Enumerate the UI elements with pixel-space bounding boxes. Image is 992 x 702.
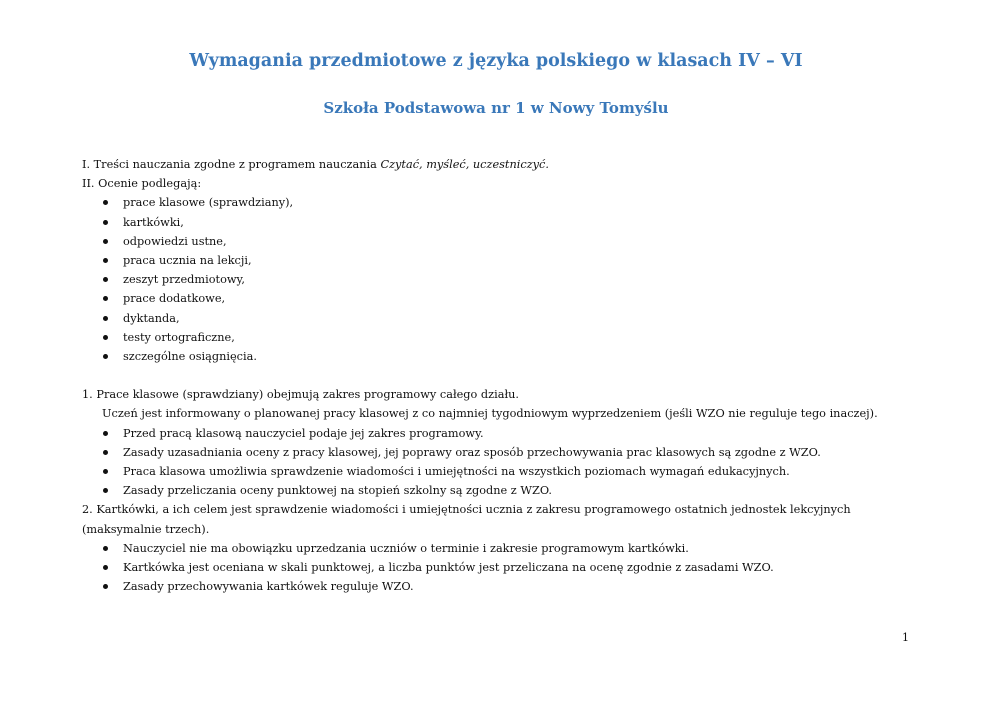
list-item	[82, 289, 912, 308]
list-item-text: testy ortograficzne,	[123, 330, 235, 344]
bullet-icon	[103, 546, 108, 551]
bullet-icon	[103, 450, 108, 455]
list-item-text: Przed pracą klasową nauczyciel podaje jej zakres programowy.	[123, 426, 484, 440]
document-title: Wymagania przedmiotowe z języka polskiego w klasach IV – VI	[189, 51, 803, 71]
section-1-line	[82, 155, 912, 174]
bullet-icon	[103, 431, 108, 436]
bullet-icon	[103, 354, 108, 359]
bullet-icon	[103, 488, 108, 493]
list-item	[82, 443, 912, 462]
bullet-icon	[103, 239, 108, 244]
spacer	[82, 366, 912, 385]
list-item	[82, 251, 912, 270]
bullet-icon	[103, 277, 108, 282]
list-item-text: kartkówki,	[123, 215, 184, 229]
point-2-list	[82, 539, 912, 597]
document-body	[82, 155, 912, 596]
section-2-heading: II. Ocenie podlegają:	[82, 177, 202, 191]
list-item-text: prace dodatkowe,	[123, 292, 226, 306]
list-item-text: praca ucznia na lekcji,	[123, 254, 252, 268]
list-item	[82, 462, 912, 481]
list-item-text: Zasady przeliczania oceny punktowej na stopień szkolny są zgodne z WZO.	[123, 484, 553, 498]
bullet-icon	[103, 335, 108, 340]
page-number: 1	[902, 631, 909, 644]
list-item	[82, 558, 912, 577]
list-item-text: odpowiedzi ustne,	[123, 234, 227, 248]
list-item	[82, 481, 912, 500]
list-item-text: Zasady uzasadniania oceny z pracy klasowej, jej poprawy oraz sposób przechowywania prac klasowych są zgodne z WZO.	[123, 445, 821, 459]
list-item	[82, 270, 912, 289]
bullet-icon	[103, 469, 108, 474]
list-item-text: Praca klasowa umożliwia sprawdzenie wiadomości i umiejętności na wszystkich poziomach wymagań edukacyjnych.	[123, 465, 790, 479]
list-item	[82, 193, 912, 212]
section-1-prefix: I. Treści nauczania zgodne z programem nauczania	[82, 158, 381, 171]
point-2-heading: 2. Kartkówki, a ich celem jest sprawdzenie wiadomości i umiejętności ucznia z zakresu programowego ostatnich jednostek lekcyjnych (maksymalnie trzech).	[82, 503, 851, 536]
point-1-heading: 1. Prace klasowe (sprawdziany) obejmują zakres programowy całego działu.	[82, 388, 519, 402]
list-item-text: zeszyt przedmiotowy,	[123, 273, 246, 287]
list-item-text: dyktanda,	[123, 311, 180, 325]
assessment-list	[82, 193, 912, 366]
list-item	[82, 577, 912, 596]
list-item-text: szczególne osiągnięcia.	[123, 350, 257, 364]
point-1-list	[82, 424, 912, 501]
list-item-text: prace klasowe (sprawdziany),	[123, 196, 294, 210]
bullet-icon	[103, 296, 108, 301]
bullet-icon	[103, 258, 108, 263]
program-title: Czytać, myśleć, uczestniczyć.	[380, 158, 549, 171]
list-item	[82, 232, 912, 251]
list-item-text: Zasady przechowywania kartkówek reguluje WZO.	[123, 580, 414, 594]
list-item	[82, 213, 912, 232]
list-item	[82, 309, 912, 328]
bullet-icon	[103, 565, 108, 570]
bullet-icon	[103, 316, 108, 321]
list-item	[82, 328, 912, 347]
list-item	[82, 347, 912, 366]
list-item-text: Nauczyciel nie ma obowiązku uprzedzania uczniów o terminie i zakresie programowym kartkówki.	[123, 541, 689, 555]
list-item	[82, 424, 912, 443]
bullet-icon	[103, 220, 108, 225]
document-subtitle: Szkoła Podstawowa nr 1 w Nowy Tomyślu	[323, 99, 669, 117]
list-item	[82, 539, 912, 558]
bullet-icon	[103, 200, 108, 205]
point-1-note: Uczeń jest informowany o planowanej pracy klasowej z co najmniej tygodniowym wyprzedzeniem (jeśli WZO nie reguluje tego inaczej).	[102, 407, 878, 421]
bullet-icon	[103, 584, 108, 589]
list-item-text: Kartkówka jest oceniana w skali punktowej, a liczba punktów jest przeliczana na ocenę zgodnie z zasadami WZO.	[123, 561, 774, 575]
